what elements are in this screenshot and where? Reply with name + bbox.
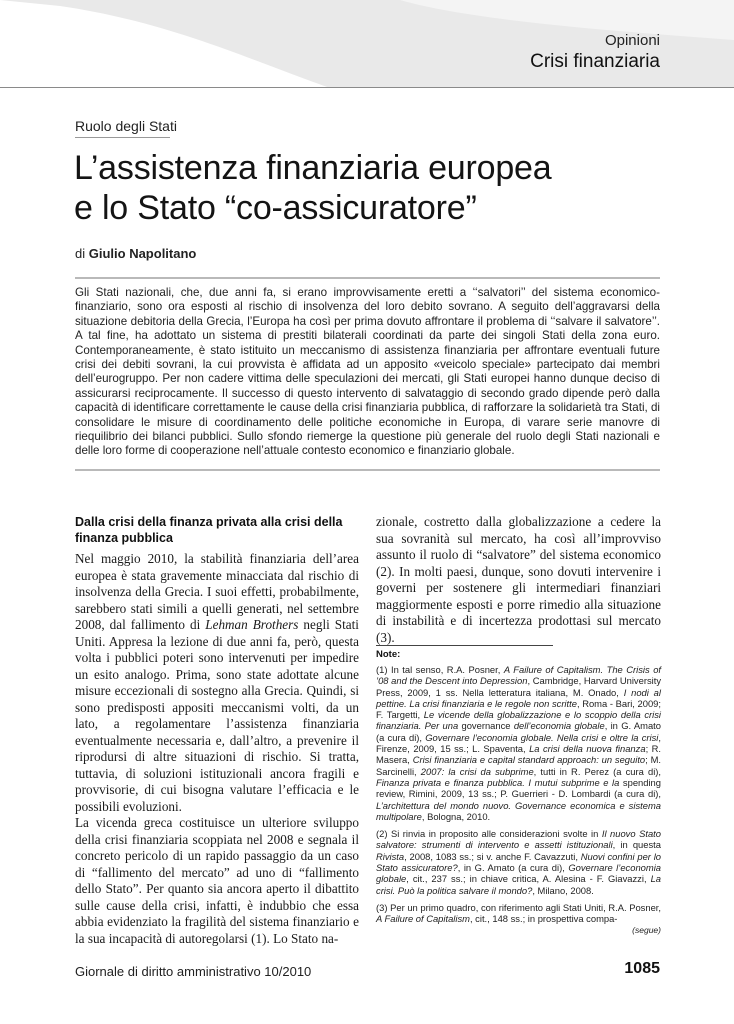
fn1-text: , Roma - Bari, 2009; F. Targetti, xyxy=(376,697,661,721)
fn1-text: , Cambridge, Harvard University Press, 2009, 1 ss. Nella letteratura italiana, M. Onado, xyxy=(376,675,662,698)
paragraph-1 xyxy=(75,551,359,815)
fn1-text: governance xyxy=(458,720,514,732)
byline-prefix: di xyxy=(75,246,86,261)
fn2-em: Governare l’economia globale xyxy=(376,862,661,885)
page-number: 1085 xyxy=(624,960,660,977)
notes-divider xyxy=(376,645,553,646)
section-heading: Dalla crisi della finanza privata alla crisi della finanza pubblica xyxy=(75,515,343,545)
fn1-em: L’architettura del mondo nuovo. Governance economica e sistema multipolare xyxy=(376,799,661,822)
fn3-text: (3) Per un primo quadro, con riferimento agli Stati Uniti, R.A. Posner, xyxy=(376,901,661,913)
paragraph-2-continued: zionale, costretto dalla globalizzazione a cedere la sua sovranità sul mercato, ha così all’improvviso assunto il ruolo di “salvatore” del sistema economico (2). In molti paesi, dunque, sono dovuti intervenire i governi per sostenere gli intermediari finanziari maggiormente esposti e porre rimedio alla situazione di instabilità e di incertezza prodottasi sul mercato (3). xyxy=(376,514,661,645)
fn2-text: , in G. Amato (a cura di), xyxy=(457,862,569,874)
fn1-em: 2007: la crisi da subprime xyxy=(420,765,534,777)
fn2-text: , Milano, 2008. xyxy=(532,884,594,896)
title-line-2: e lo Stato “co-assicuratore” xyxy=(74,189,477,227)
fn1-em: Crisi finanziaria e capital standard approach: un seguito xyxy=(412,754,646,766)
fn2-text: , in questa xyxy=(612,839,661,851)
fn1-text: ; R. Masera, xyxy=(376,743,661,766)
footnote-2 xyxy=(376,828,661,896)
segue-marker: (segue) xyxy=(632,924,661,935)
fn3-em: A Failure of Capitalism xyxy=(376,913,470,925)
fn2-em: Rivista xyxy=(376,850,405,862)
subsection-name: Crisi finanziaria xyxy=(530,51,660,72)
article-title xyxy=(74,148,664,228)
body-column-left xyxy=(75,551,359,947)
fn1-text: , Firenze, 2009, 15 ss.; L. Spaventa, xyxy=(376,731,661,755)
fn1-text: , in G. Amato (a cura di), xyxy=(376,720,661,743)
paragraph-1-part-a: Nel maggio 2010, la stabilità finanziaria dell’area europea è stata gravemente minacciata dal rischio di insolvenza della Grecia. I suoi effetti, probabilmente, sarebbero stati simili a quelli generati, nel settembre 2008, dal fallimento di xyxy=(75,551,359,632)
fn2-em: Il nuovo Stato salvatore: strumenti di intervento e assetti istituzionali xyxy=(376,828,661,851)
fn3-text: , cit., 148 ss.; in prospettiva compa- xyxy=(469,913,618,925)
header-divider xyxy=(0,87,734,88)
fn1-em: Governare l’economia globale. Nella crisi e oltre la crisi xyxy=(425,731,659,743)
fn1-text: ; M. Sarcinelli, xyxy=(376,754,661,777)
fn2-text: , 2008, 1083 ss.; si v. anche F. Cavazzuti, xyxy=(404,850,581,862)
fn1-text: (1) In tal senso, R.A. Posner, xyxy=(376,664,504,675)
fn1-text: spending review, Rimini, 2009, 13 ss.; P. Guerrieri - D. Lombardi (a cura di), xyxy=(376,776,661,800)
abstract-top-rule xyxy=(75,277,660,279)
author-name: Giulio Napolitano xyxy=(88,246,197,261)
kicker: Ruolo degli Stati xyxy=(75,118,177,134)
footnote-3 xyxy=(376,902,661,925)
paragraph-1-emphasis: Lehman Brothers xyxy=(205,617,299,632)
fn1-text: , Bologna, 2010. xyxy=(421,810,491,822)
kicker-underline xyxy=(75,137,170,138)
fn1-em: I nodi al pettine. La crisi finanziaria e le regole non scritte xyxy=(376,686,661,709)
notes-title: Note: xyxy=(376,649,401,660)
section-label xyxy=(530,32,660,74)
section-name: Opinioni xyxy=(604,32,660,49)
byline xyxy=(75,246,196,261)
fn1-em: dell’economia globale xyxy=(513,720,605,732)
fn1-em: Le vicende della globalizzazione e lo scoppio della crisi finanziaria. Per una xyxy=(376,709,661,732)
fn2-em: Nuovi confini per lo Stato assicuratore? xyxy=(376,850,661,874)
fn1-em: A Failure of Capitalism. The Crisis of ’08 and the Descent into Depression xyxy=(376,664,662,687)
fn2-em: La crisi. Può la politica salvare il mondo? xyxy=(376,873,661,896)
fn2-text: (2) Si rinvia in proposito alle considerazioni svolte in xyxy=(376,828,602,840)
footnote-1 xyxy=(376,664,661,822)
paragraph-2: La vicenda greca costituisce un ulteriore sviluppo della crisi finanziaria scoppiata nel 2008 e segnala il concreto pericolo di un rapido passaggio da un caso di “fallimento del mercato” ad uno di “fallimento dello Stato”. Per quanto sia ancora aperto il dibattito sulle cause della crisi, infatti, è indubbio che essa abbia evidenziato la fragilità del sistema finanziario e la sua incapacità di autoregolarsi (1). Lo Stato na- xyxy=(75,815,359,946)
fn2-text: , cit., 237 ss.; in chiave critica, A. Alesina - F. Giavazzi, xyxy=(406,873,651,885)
abstract-bottom-rule xyxy=(75,469,660,471)
journal-name: Giornale di diritto amministrativo 10/2010 xyxy=(75,964,312,979)
fn1-em: Finanza privata e finanza pubblica. I mutui subprime e la xyxy=(376,776,620,788)
title-line-1: L’assistenza finanziaria europea xyxy=(74,149,552,187)
fn1-text: , tutti in R. Perez (a cura di), xyxy=(533,765,661,777)
paragraph-1-part-b: negli Stati Uniti. Appresa la lezione di due anni fa, però, questa volta i pubblici poteri sono intervenuti per impedire un esito analogo. Prima, sono state adottate alcune misure eccezionali di sostegno alla Grecia. Quindi, si sono predisposti appositi meccanismi volti, da un lato, a regolamentare l’assistenza finanziaria eventualmente necessaria e, dall’altro, a prevenire il riprodursi di altre situazioni di rischio. Si tratta, tuttavia, di soluzioni istituzionali ancora fragili e provvisorie, di cui bisogna valutare l’efficacia e le possibili evoluzioni. xyxy=(75,617,359,814)
fn1-em: La crisi della nuova finanza xyxy=(529,743,646,755)
abstract: Gli Stati nazionali, che, due anni fa, si erano improvvisamente eretti a ‘‘salvatori’’ del sistema economico-finanziario, sono ora esposti al rischio di insolvenza del loro debito sovrano. A seguito dell’aggravarsi della situazione debitoria della Grecia, l’Europa ha così per prima dovuto affrontare il problema di ‘‘salvare il salvatore’’. A tal fine, ha adottato un sistema di prestiti bilaterali coordinati da parte dei singoli Stati della zona euro. Contemporaneamente, è stato istituito un meccanismo di assistenza finanziaria per affrontare eventuali future crisi dei debiti sovrani, la cui provvista è affidata ad un apposito «veicolo speciale» partecipato dai membri dell’eurogruppo. Per non cadere vittima delle speculazioni dei mercati, gli Stati europei hanno dunque deciso di assicurarsi reciprocamente. Il successo di questo intervento di salvataggio di secondo grado dipende però dalla capacità di identificare correttamente le cause della crisi finanziaria pubblica, di rafforzare la solidarietà tra Stati, di consolidare le misure di coordinamento delle politiche economiche in Europa, di varare serie manovre di riequilibrio dei bilanci pubblici. Sullo sfondo riemerge la questione più generale del ruolo degli Stati nazionali e delle loro forme di cooperazione nell’attuale contesto economico e finanziario globale. xyxy=(75,286,660,458)
body-column-right xyxy=(376,514,661,646)
footnotes xyxy=(376,664,661,936)
